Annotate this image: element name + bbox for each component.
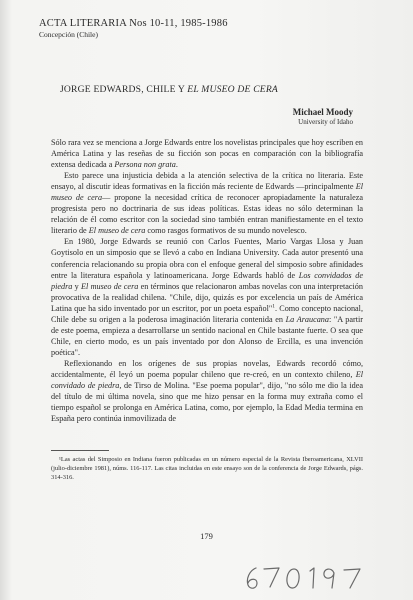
handwritten-note	[244, 565, 374, 596]
p1-text-a: Sólo rara vez se menciona a Jorge Edwards entre los novelistas principales que hoy escriben en América Latina y las reseñas de su ficción son pocas en comparación con la bibliografía extensa dedicada a	[51, 138, 364, 170]
p3-text-h: : "A partir de este poema, empieza a desarrollarse un sentido nacional en Chile bastante fuerte. O sea que Chile, en cierto modo, es un país inventado por don Alonso de Ercilla, es una invención poética".	[51, 314, 364, 357]
paragraph-2	[51, 170, 363, 236]
p4-text-a: Reflexionando en los orígenes de sus propias novelas, Edwards recordó cómo, accidentalmente, él leyó un poema popular chileno que re-creó, en un contexto chileno,	[51, 358, 363, 379]
article-title	[60, 84, 360, 95]
author-block	[293, 107, 353, 127]
journal-header	[39, 18, 359, 40]
p2-text-a: Esto parece una injusticia debida a la atención selectiva de la crítica no literaria. Este ensayo, al discutir ideas formativas en la ficción más reciente de Edwards —principalmente	[51, 171, 363, 192]
p4-text-c: , de Tirso de Molina. "Ese poema popular", dijo, "no sólo me dio la idea del título de mi última novela, sino que me hizo pensar en la forma muy extraña como el tiempo español se prolonga en América Latina, como, por ejemplo, la Edad Media termina en España pero continúa inmovilizada de	[51, 381, 363, 424]
article-body	[51, 137, 363, 424]
p3-italic-b: Los convidados de piedra	[51, 270, 363, 291]
p1-italic-b: Persona non grata	[114, 160, 176, 170]
p2-italic-b: El museo de cera	[51, 182, 363, 203]
footnote	[51, 455, 363, 482]
author-name: Michael Moody	[292, 107, 353, 117]
p2-text-c: — propone la necesidad crítica de reconocer apropiadamente la naturaleza progresista pero no doctrinaria de sus ideas políticas. Estas ideas no sólo determinan la relación de él como escritor con la sociedad sino también entran manifiestamente en el texto literario de	[51, 193, 363, 236]
p3-text-c: y	[72, 281, 82, 291]
p2-italic-d: El museo de cera	[88, 226, 146, 236]
footnote-ref-1: 1	[272, 302, 275, 309]
p3-text-f: . Como concepto nacional, Chile debe su origen a la poderosa imaginación literaria contenida en	[51, 303, 363, 324]
p4-italic-b: El convidado de piedra	[51, 369, 363, 391]
p3-text-e: en términos que relacionaron ambas novelas con una interpretación provocativa de la realidad chilena. "Chile, dijo, quizás es por excelencia un país de América Latina que ha sido inventado por un escritor, por un poeta español"	[51, 281, 363, 313]
p3-italic-d: El museo de cera	[81, 281, 139, 291]
paragraph-4	[51, 358, 363, 424]
p1-text-c: .	[175, 160, 178, 170]
page-number: 179	[200, 531, 213, 541]
journal-name: ACTA LITERARIA Nos 10-11, 1985-1986	[39, 18, 228, 29]
p2-text-e: como rasgos formativos de su mundo novelesco.	[145, 226, 307, 236]
p3-text-a: En 1980, Jorge Edwards se reunió con Carlos Fuentes, Mario Vargas Llosa y Juan Goytisolo en un simposio que se llevó a cabo en Indiana University. Cada autor presentó una conferencia relacionando su propia obra con el enfoque general del simposio sobre afinidades entre la literatura española y latinoamericana. Jorge Edwards habló de	[51, 237, 363, 280]
p3-italic-g: La Araucana	[285, 314, 329, 324]
handwritten-number-drawing	[244, 565, 374, 591]
footnote-rule	[51, 450, 109, 451]
paragraph-1	[51, 137, 363, 170]
title-main: JORGE EDWARDS, CHILE Y	[60, 84, 188, 95]
author-affiliation: University of Idaho	[298, 118, 353, 126]
title-italic: EL MUSEO DE CERA	[187, 84, 278, 95]
journal-place: Concepción (Chile)	[39, 30, 98, 39]
footnote-1: ¹Las actas del Simposio en Indiana fueron publicadas en un número especial de la Revista Iberoamericana, XLVII (julio-diciembre 1981), núms. 116-117. Las citas incluidas en este ensayo son de la conferencia de Jorge Edwards, págs. 314-316.	[51, 456, 363, 481]
paragraph-3	[51, 236, 363, 358]
